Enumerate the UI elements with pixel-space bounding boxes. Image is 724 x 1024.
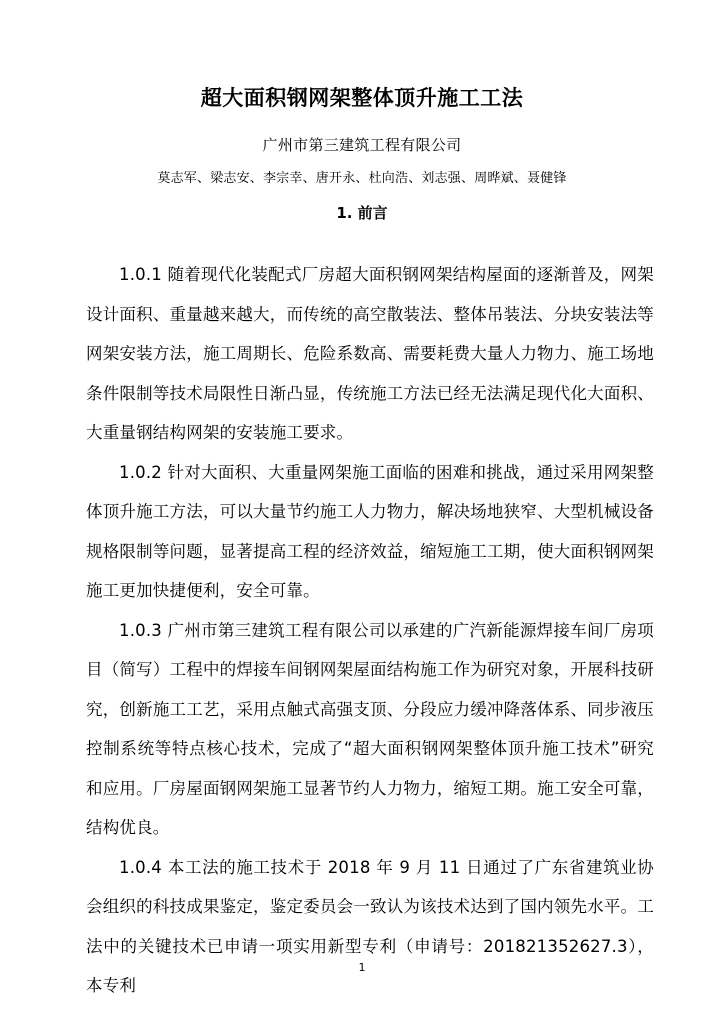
page-number: 1 xyxy=(358,961,366,974)
company-name: 广州市第三建筑工程有限公司 xyxy=(262,136,462,154)
paragraph-1-0-4: 1.0.4 本工法的施工技术于 2018 年 9 月 11 日通过了广东省建筑业协会组织的科技成果鉴定，鉴定委员会一致认为该技术达到了国内领先水平。工法中的关键技术已申请一项实用新型专利（申请号：201821352627.3），本专利 xyxy=(86,857,654,995)
section-heading: 1. 前言 xyxy=(336,204,388,222)
author-list: 莫志军、梁志安、李宗幸、唐开永、杜向浩、刘志强、周晔斌、聂健锋 xyxy=(157,171,567,186)
paragraph-1-0-2: 1.0.2 针对大面积、大重量网架施工面临的困难和挑战，通过采用网架整体顶升施工方法，可以大量节约施工人力物力，解决场地狭窄、大型机械设备规格限制等问题，显著提高工程的经济效益，缩短施工工期，使大面积钢网架施工更加快捷便利，安全可靠。 xyxy=(86,462,654,600)
paragraph-1-0-3: 1.0.3 广州市第三建筑工程有限公司以承建的广汽新能源焊接车间厂房项目（简写）工程中的焊接车间钢网架屋面结构施工作为研究对象，开展科技研究，创新施工工艺，采用点触式高强支顶、分段应力缓冲降落体系、同步液压控制系统等特点核心技术，完成了“超大面积钢网架整体顶升施工技术”研究和应用。厂房屋面钢网架施工显著节约人力物力，缩短工期。施工安全可靠，结构优良。 xyxy=(86,620,654,837)
paragraph-1-0-1: 1.0.1 随着现代化装配式厂房超大面积钢网架结构屋面的逐渐普及，网架设计面积、重量越来越大，而传统的高空散装法、整体吊装法、分块安装法等网架安装方法，施工周期长、危险系数高、需要耗费大量人力物力、施工场地条件限制等技术局限性日渐凸显，传统施工方法已经无法满足现代化大面积、大重量钢结构网架的安装施工要求。 xyxy=(86,265,654,442)
body-text xyxy=(86,255,654,1006)
document-title: 超大面积钢网架整体顶升施工工法 xyxy=(200,86,524,110)
